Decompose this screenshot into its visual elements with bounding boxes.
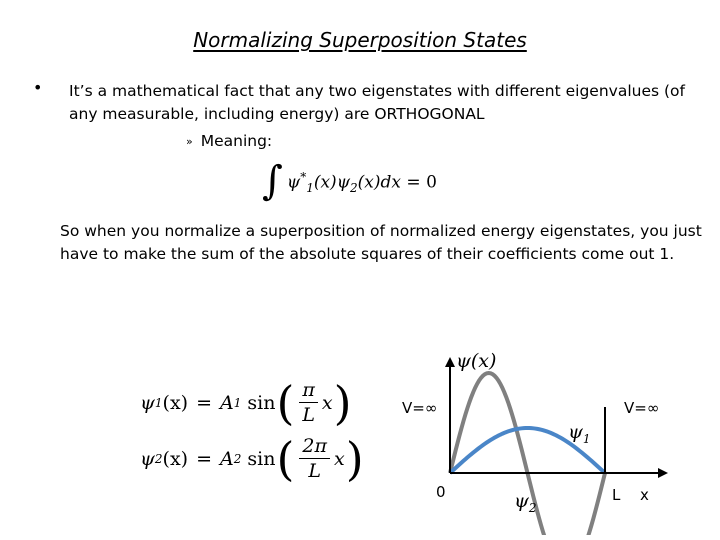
equals-zero: = 0 [406,172,437,193]
psi2-left-paren: ( [276,431,295,486]
psi2-def-subscript: 2 [154,451,163,466]
psi2-def-symbol: ψ [140,447,155,470]
psi2-symbol: ψ [336,172,351,193]
psi1-def-equals: = [196,391,213,414]
psi1-def-symbol: ψ [140,391,155,414]
psi2-amplitude-subscript: 2 [233,451,242,466]
slide-title: Normalizing Superposition States [193,28,527,52]
psi1-definition [140,375,353,430]
psi1-left-paren: ( [276,375,295,430]
sub-bullet-marker: » [186,135,193,148]
psi2-graph-symbol: ψ [514,490,529,512]
psi1-fraction [299,378,318,427]
psi1-amplitude-subscript: 1 [233,395,242,410]
psi1-argument: (x) [313,172,337,193]
psi2-sine: sin [247,447,276,470]
integral-sign: ∫ [262,158,283,204]
psi2-def-argument: (x) [162,447,189,470]
origin-label: 0 [436,483,446,501]
bullet-marker: • [33,78,43,97]
sub-bullet-text: Meaning: [200,132,273,150]
psi2-variable: x [334,447,345,470]
y-axis-label: ψ(x) [456,350,497,372]
y-axis-arrowhead [445,357,455,367]
psi2-argument: (x) [357,172,381,193]
psi2-definition [140,431,365,486]
psi1-right-paren: ) [333,375,352,430]
psi2-amplitude: A [220,447,234,470]
psi1-def-subscript: 1 [154,395,163,410]
right-wall-label: V=∞ [624,399,660,417]
psi1-def-argument: (x) [162,391,189,414]
bullet-text: It’s a mathematical fact that any two eigenstates with different eigenvalues (of any measurable, including energy) are ORTHOGONAL [69,82,685,123]
psi1-fraction-denominator: L [302,404,315,426]
psi2-subscript: 2 [350,180,358,195]
psi2-fraction-denominator: L [308,460,322,482]
psi1-symbol: ψ [286,172,301,193]
psi1-graph-subscript: 1 [582,432,591,446]
psi1-graph-symbol: ψ [568,421,583,443]
psi1-fraction-numerator: π [299,378,318,403]
sub-bullet [186,132,272,150]
conjugate-mark: * [300,169,307,184]
psi1-graph-label [568,421,591,446]
psi1-sine: sin [247,391,276,414]
x-axis-arrowhead [658,468,668,478]
psi1-subscript: 1 [306,180,314,195]
right-end-label: L [612,486,621,504]
normalization-paragraph: So when you normalize a superposition of normalized energy eigenstates, you just have to make the sum of the absolute squares of their coefficients come out 1. [60,222,702,263]
orthogonality-equation [262,160,437,206]
psi2-right-paren: ) [345,431,364,486]
psi2-def-equals: = [196,447,213,470]
psi2-fraction-numerator: 2π [299,434,330,459]
differential: dx [380,172,402,193]
psi2-fraction [299,434,330,483]
psi2-graph-subscript: 2 [528,501,537,515]
infinite-well-graph [390,345,710,535]
x-axis-label: x [640,486,649,504]
psi1-amplitude: A [220,391,234,414]
psi1-variable: x [321,391,333,414]
left-wall-label: V=∞ [402,399,438,417]
